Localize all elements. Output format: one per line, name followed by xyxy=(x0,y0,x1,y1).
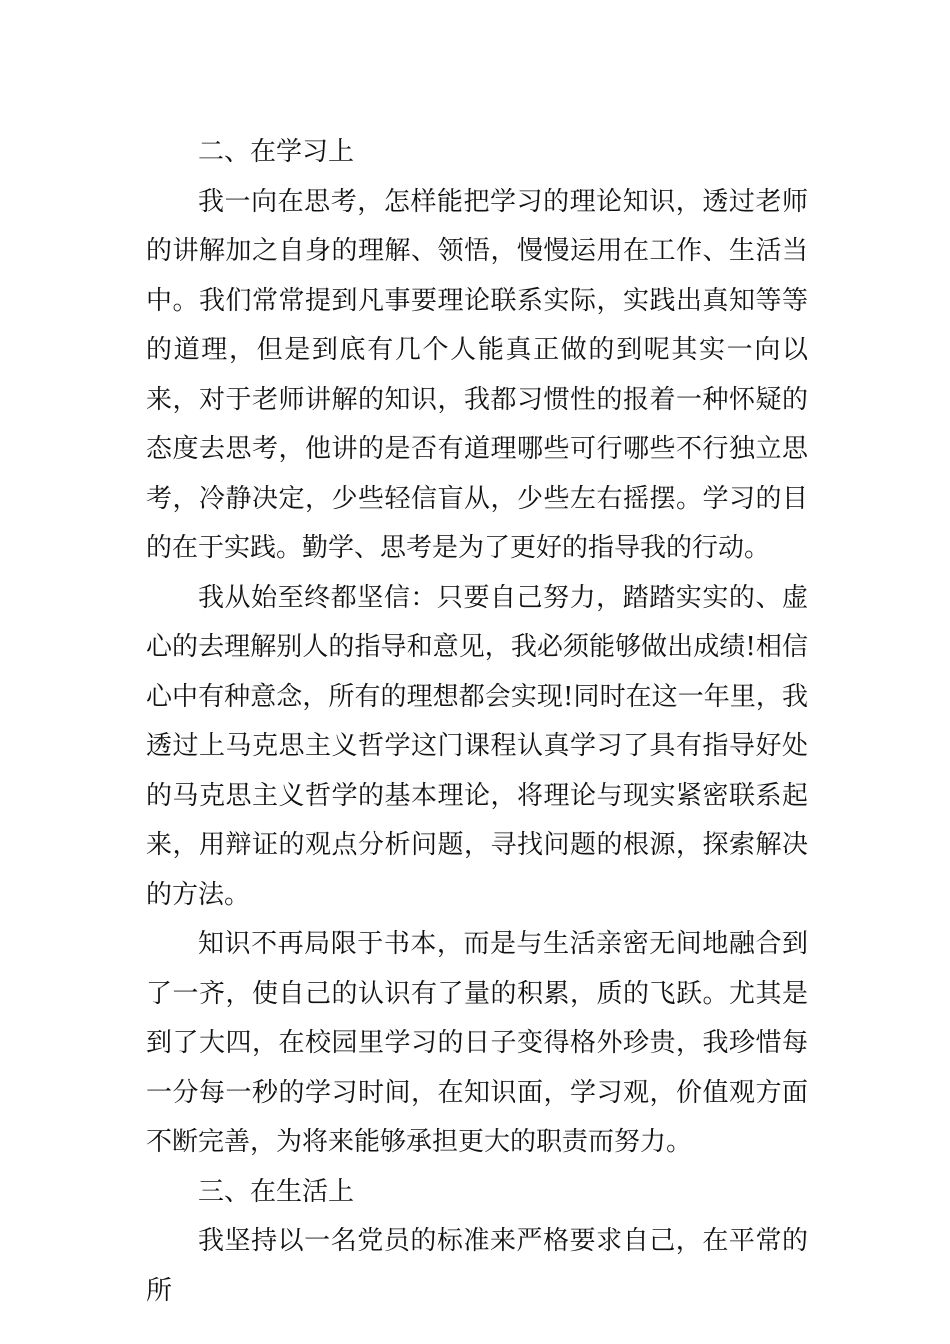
paragraph-belief: 我从始至终都坚信：只要自己努力，踏踏实实的、虚心的去理解别人的指导和意见，我必须能够做出成绩!相信心中有种意念，所有的理想都会实现!同时在这一年里，我透过上马克思主义哲学这门课程认真学习了具有指导好处的马克思主义哲学的基本理论，将理论与现实紧密联系起来，用辩证的观点分析问题，寻找问题的根源，探索解决的方法。 xyxy=(146,582,808,910)
document-body xyxy=(146,128,808,1316)
section-heading-study: 二、在学习上 xyxy=(198,137,355,167)
section-heading-life: 三、在生活上 xyxy=(198,1176,355,1207)
paragraph-study-reflection: 我一向在思考，怎样能把学习的理论知识，透过老师的讲解加之自身的理解、领悟，慢慢运用在工作、生活当中。我们常常提到凡事要理论联系实际，实践出真知等等的道理，但是到底有几个人能真正做的到呢其实一向以来，对于老师讲解的知识，我都习惯性的报着一种怀疑的态度去思考，他讲的是否有道理哪些可行哪些不行独立思考，冷静决定，少些轻信盲从，少些左右摇摆。学习的目的在于实践。勤学、思考是为了更好的指导我的行动。 xyxy=(146,186,808,563)
paragraph-life: 我坚持以一名党员的标准来严格要求自己，在平常的所 xyxy=(146,1226,808,1306)
paragraph-knowledge: 知识不再局限于书本，而是与生活亲密无间地融合到了一齐，使自己的认识有了量的积累，质的飞跃。尤其是到了大四，在校园里学习的日子变得格外珍贵，我珍惜每一分每一秒的学习时间，在知识面，学习观，价值观方面不断完善，为将来能够承担更大的职责而努力。 xyxy=(146,929,808,1157)
